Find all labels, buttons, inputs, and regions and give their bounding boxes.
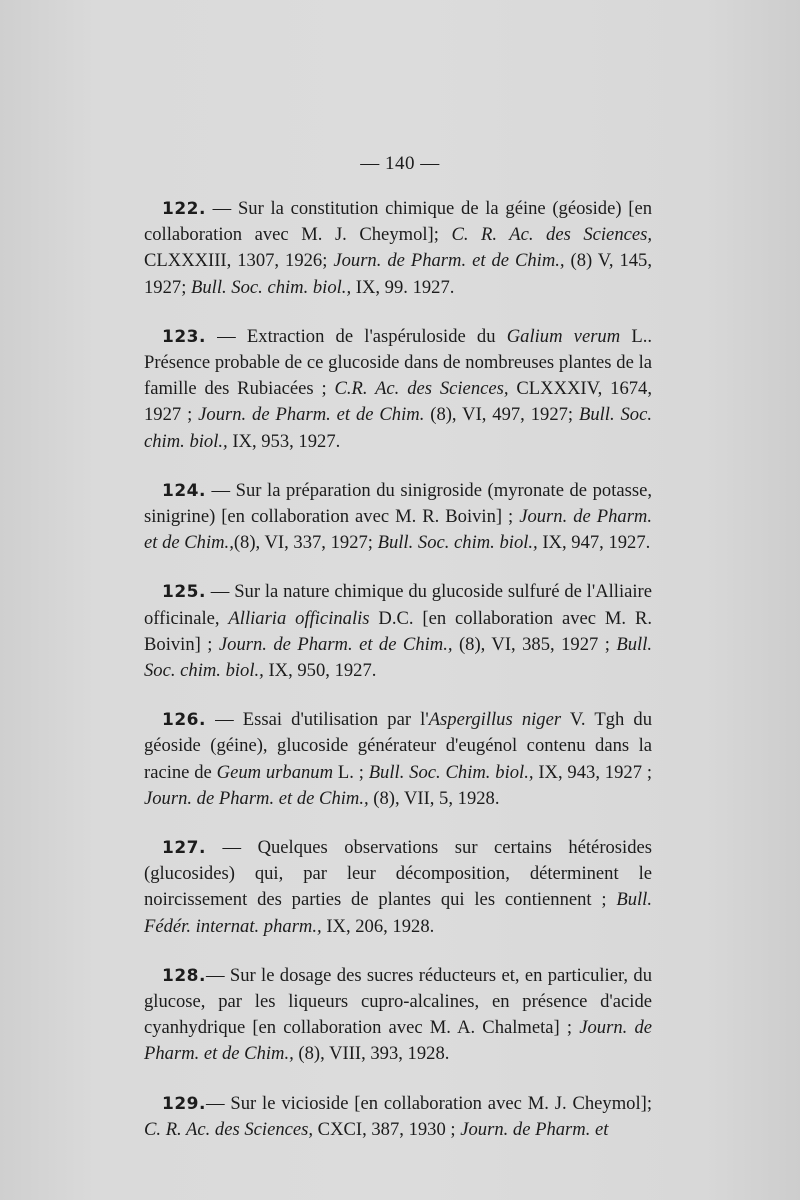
- journal-ref: Bull. Soc. chim. biol.,: [377, 532, 538, 554]
- page-number: — 140 —: [360, 153, 440, 174]
- entry-127: [144, 835, 652, 940]
- entry-text: IX, 947, 1927.: [537, 532, 651, 554]
- entry-122: [144, 196, 652, 301]
- entry-129: [144, 1091, 652, 1143]
- entry-number: 123.: [162, 326, 206, 347]
- entry-number: 124.: [162, 480, 206, 501]
- journal-ref: Journ. de Pharm. et de Chim.: [198, 404, 425, 426]
- entry-text: — Sur la préparation du sinigroside (myronate de potasse, sinigrine) [en collaboration avec M. R. Boivin] ;: [144, 479, 652, 528]
- journal-ref: Bull. Soc. chim. biol.,: [144, 633, 653, 682]
- entry-text: (8), VI, 337, 1927;: [233, 532, 378, 554]
- entry-text: CXCI, 387, 1930 ;: [313, 1118, 461, 1140]
- entry-text: — Quelques observations sur certains hétérosides (glucosides) qui, par leur décomposition, déterminent le noircissement des parties de plantes qui les contiennent ;: [144, 837, 652, 911]
- journal-ref: Bull. Soc. Chim. biol.,: [368, 761, 534, 783]
- entry-text: V. Tgh du géoside (géine), glucoside générateur d'eugénol contenu dans la racine de: [144, 709, 652, 783]
- journal-ref: Bull. Fédér. internat. pharm.,: [144, 889, 652, 937]
- entry-text: — Sur la constitution chimique de la géine (géoside) [en collaboration avec M. J. Cheymol];: [144, 198, 652, 246]
- journal-ref: Journ. de Pharm. et de Chim.,: [144, 787, 369, 809]
- species-name: Aspergillus niger: [428, 709, 562, 731]
- entry-number: 129.: [162, 1093, 206, 1114]
- entry-text: IX, 943, 1927 ;: [533, 761, 652, 783]
- entry-128: [144, 963, 652, 1068]
- journal-ref: Journ. de Pharm. et de Chim.,: [218, 633, 453, 655]
- entry-text: — Essai d'utilisation par l': [205, 709, 429, 731]
- entry-text: IX, 99. 1927.: [351, 276, 455, 298]
- species-name: Geum urbanum: [216, 761, 334, 783]
- bibliography-list: [144, 196, 652, 1166]
- entry-text: (8), VII, 5, 1928.: [368, 787, 500, 809]
- entry-text: — Extraction de l'aspéruloside du: [205, 325, 507, 347]
- journal-ref: C. R. Ac. des Sciences,: [144, 1118, 314, 1140]
- entry-123: [144, 324, 652, 455]
- entry-text: (8), VI, 385, 1927 ;: [452, 633, 617, 655]
- entry-number: 128.: [162, 965, 206, 986]
- entry-text: (8), VIII, 393, 1928.: [293, 1043, 450, 1065]
- journal-ref: Bull. Soc. chim. biol.,: [191, 276, 352, 298]
- journal-ref: Journ. de Pharm. et de Chim.,: [144, 1017, 652, 1065]
- entry-number: 122.: [162, 199, 206, 219]
- journal-ref: Bull. Soc. chim. biol.,: [144, 404, 653, 452]
- journal-ref: C.R. Ac. des Sciences,: [334, 378, 509, 400]
- entry-text: — Sur le dosage des sucres réducteurs et, en particulier, du glucose, par les liqueurs cupro-alcalines, en présence d'acide cyanhydrique [en collaboration avec M. A. Chalmeta] ;: [144, 964, 652, 1039]
- entry-text: CLXXXIV, 1674, 1927 ;: [144, 378, 652, 426]
- entry-text: — Sur la nature chimique du glucoside sulfuré de l'Alliaire officinale,: [144, 581, 652, 629]
- entry-number: 127.: [162, 838, 206, 859]
- entry-number: 125.: [162, 582, 206, 603]
- species-name: Galium verum: [506, 325, 621, 347]
- journal-ref: Journ. de Pharm. et de Chim.,: [144, 506, 653, 554]
- entry-text: L.. Présence probable de ce glucoside dans de nombreuses plantes de la famille des Rubiacées ;: [144, 325, 652, 400]
- entry-text: — Sur le vicioside [en collaboration avec M. J. Cheymol];: [205, 1092, 652, 1114]
- entry-text: L. ;: [333, 761, 369, 783]
- journal-ref: Journ. de Pharm. et de Chim.,: [333, 250, 565, 272]
- entry-number: 126.: [162, 710, 206, 731]
- entry-124: [144, 478, 652, 557]
- entry-125: [144, 579, 652, 684]
- journal-ref: Journ. de Pharm. et: [460, 1118, 609, 1140]
- entry-text: (8) V, 145, 1927;: [144, 250, 652, 298]
- journal-ref: C. R. Ac. des Sciences,: [451, 224, 653, 246]
- entry-text: D.C. [en collaboration avec M. R. Boivin] ;: [144, 607, 652, 655]
- entry-text: (8), VI, 497, 1927;: [424, 404, 579, 426]
- species-name: Alliaria officinalis: [228, 607, 370, 629]
- entry-126: [144, 707, 652, 812]
- entry-text: IX, 953, 1927.: [227, 430, 341, 452]
- entry-text: IX, 950, 1927.: [263, 660, 377, 682]
- entry-text: IX, 206, 1928.: [321, 915, 435, 937]
- entry-text: CLXXXIII, 1307, 1926;: [144, 250, 334, 272]
